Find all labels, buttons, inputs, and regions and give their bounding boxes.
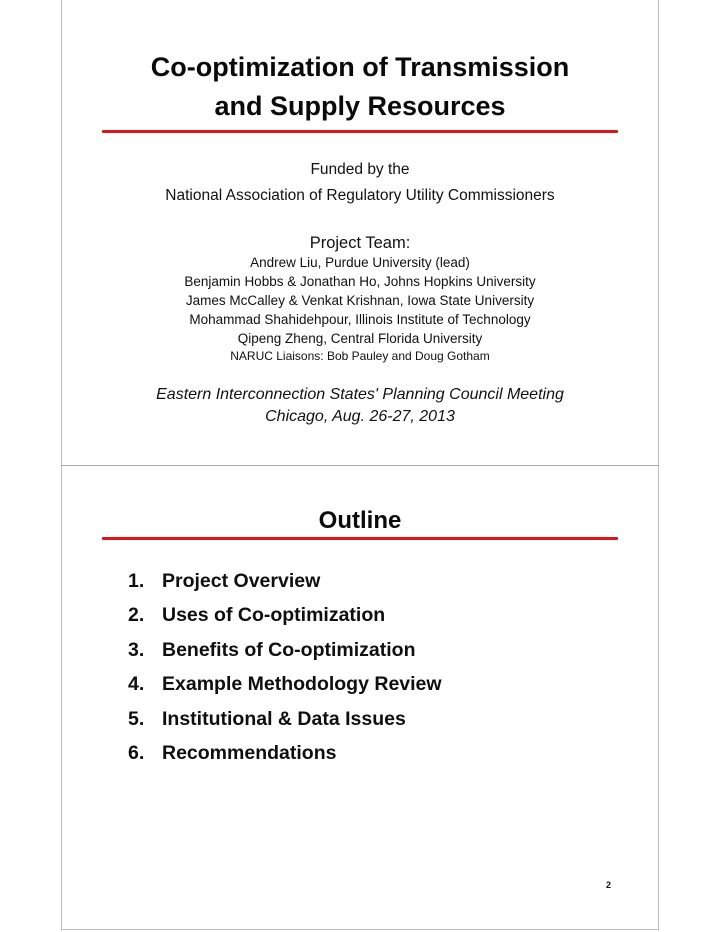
- outline-item-label: Example Methodology Review: [162, 673, 442, 696]
- team-list: [61, 253, 659, 348]
- event-line2: Chicago, Aug. 26-27, 2013: [265, 408, 455, 425]
- outline-item: [128, 567, 442, 601]
- slide1-title-line1: Co-optimization of Transmission: [150, 52, 570, 82]
- outline-item-number: 2.: [128, 604, 145, 627]
- liaisons-text: NARUC Liaisons: Bob Pauley and Doug Gotham: [230, 349, 490, 363]
- slide1-title: [61, 48, 659, 126]
- event-line1: Eastern Interconnection States' Planning Council Meeting: [156, 386, 564, 403]
- page-number: 2: [606, 880, 612, 890]
- outline-item: [128, 670, 442, 704]
- outline-item: [128, 739, 442, 773]
- team-member: Qipeng Zheng, Central Florida University: [237, 331, 483, 346]
- funded-line1: Funded by the: [310, 161, 410, 178]
- slide2-title-rule: [102, 537, 618, 540]
- slide2-title: Outline: [318, 507, 402, 534]
- outline-item-label: Project Overview: [162, 570, 321, 592]
- outline-item-number: 5.: [128, 707, 145, 730]
- outline-item-number: 6.: [128, 741, 145, 764]
- outline-item: [128, 636, 442, 670]
- funding-block: [61, 159, 659, 206]
- team-member: Mohammad Shahidehpour, Illinois Institute of Technology: [189, 312, 531, 327]
- slide1-title-rule: [102, 130, 618, 133]
- slide1-title-line2: and Supply Resources: [214, 91, 506, 121]
- event-block: [61, 384, 659, 428]
- outline-item-label: Institutional & Data Issues: [162, 707, 406, 730]
- team-member: Benjamin Hobbs & Jonathan Ho, Johns Hopkins University: [184, 274, 536, 289]
- outline-item: [128, 601, 442, 635]
- team-member: Andrew Liu, Purdue University (lead): [250, 255, 470, 270]
- outline-item: [128, 705, 442, 739]
- team-member: James McCalley & Venkat Krishnan, Iowa State University: [185, 293, 535, 308]
- outline-item-label: Uses of Co-optimization: [162, 604, 386, 627]
- outline-item-number: 3.: [128, 638, 145, 661]
- outline-item-label: Benefits of Co-optimization: [162, 638, 416, 661]
- funded-line2: National Association of Regulatory Utility Commissioners: [165, 187, 555, 204]
- outline-item-number: 1.: [128, 570, 145, 592]
- outline-item-number: 4.: [128, 673, 145, 696]
- team-heading: Project Team:: [309, 234, 411, 252]
- slide-divider: [61, 465, 659, 466]
- outline-list: [128, 567, 442, 773]
- outline-item-label: Recommendations: [162, 741, 337, 764]
